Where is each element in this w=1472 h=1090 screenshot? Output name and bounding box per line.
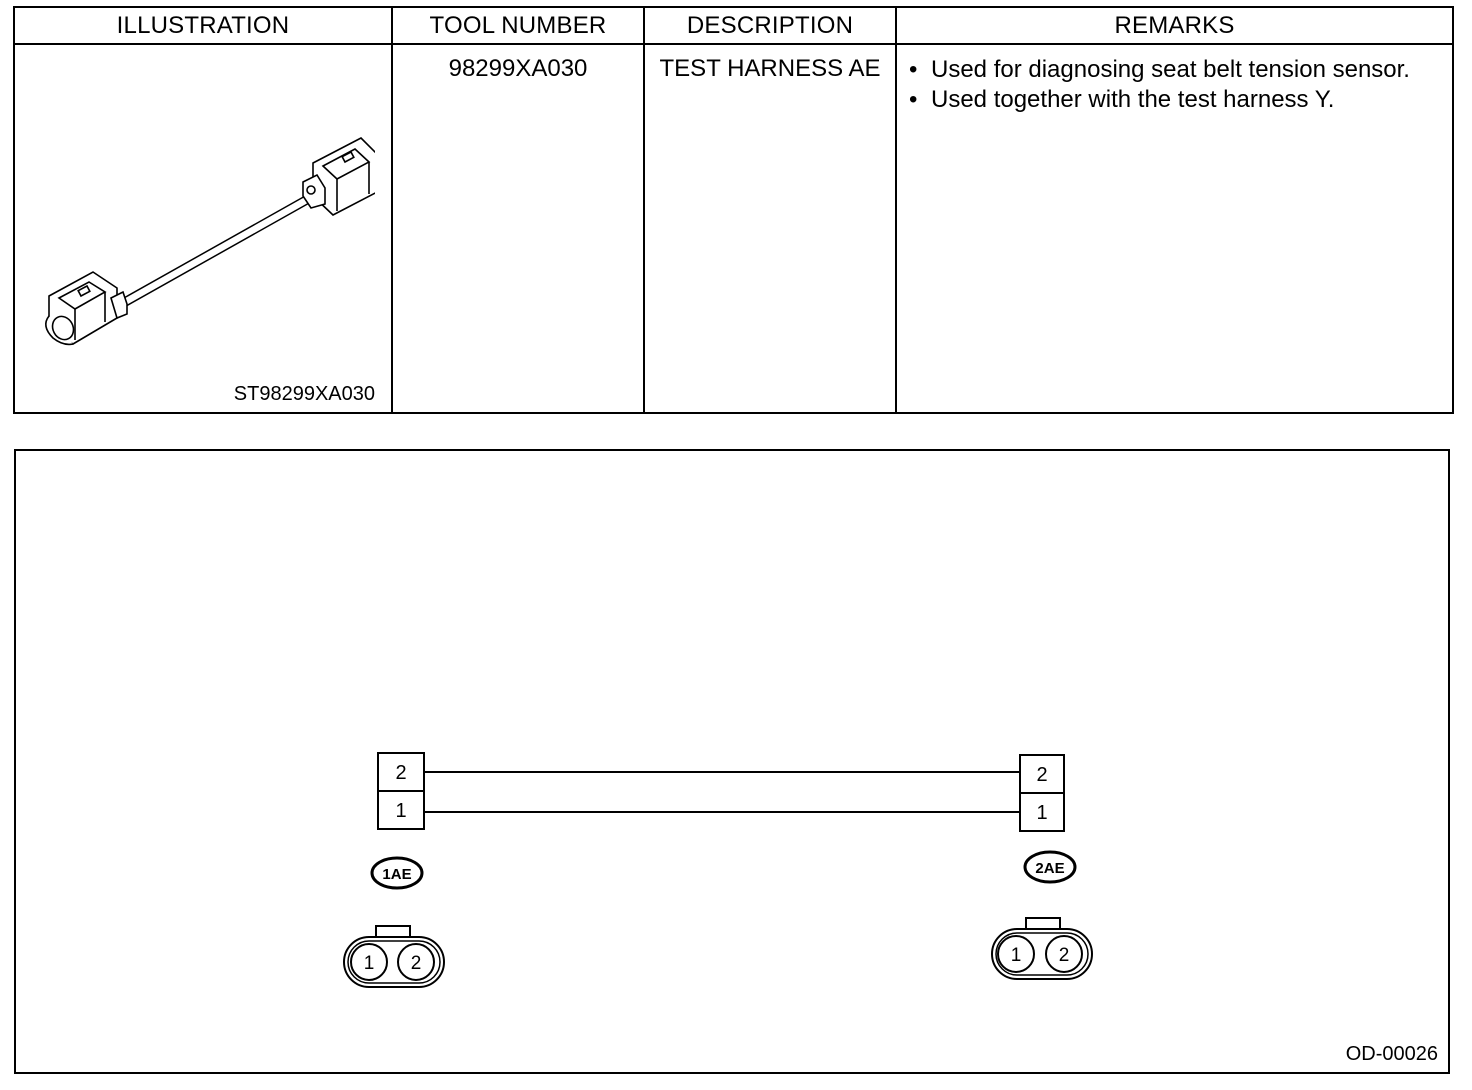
bullet-icon: • <box>909 86 918 113</box>
right-connector-tag <box>1025 852 1075 882</box>
remark-text: Used for diagnosing seat belt tension sensor. <box>931 56 1410 83</box>
left-pin-block <box>378 753 424 829</box>
right-face-pin-label: 1 <box>1010 945 1022 966</box>
right-pin-label: 1 <box>1036 802 1048 824</box>
illustration-code: ST98299XA030 <box>233 383 375 405</box>
remark-text: Used together with the test harness Y. <box>931 86 1335 113</box>
header-description: DESCRIPTION <box>645 8 895 45</box>
figure-code: OD-00026 <box>1345 1043 1438 1065</box>
wiring-diagram <box>16 451 1448 1072</box>
illustration-column <box>15 8 393 412</box>
left-pin-label: 2 <box>395 762 407 784</box>
harness-illustration <box>25 78 375 358</box>
remark-item <box>909 55 1452 85</box>
harness-cable <box>115 181 321 310</box>
wiring-diagram-panel <box>14 449 1450 1074</box>
right-connector-face <box>992 918 1092 979</box>
left-connector-face <box>344 926 444 987</box>
remarks-list <box>897 55 1452 115</box>
description-column <box>645 8 897 412</box>
special-tool-table <box>13 6 1454 414</box>
tool-number-column <box>393 8 645 412</box>
right-connector-tag-text: 2AE <box>1035 860 1065 877</box>
left-connector-tag-text: 1AE <box>382 866 412 883</box>
bullet-icon: • <box>909 56 918 83</box>
left-face-pin-label: 2 <box>410 953 422 974</box>
description-value: TEST HARNESS AE <box>659 55 881 82</box>
harness-connector-left <box>46 272 127 344</box>
header-tool-number: TOOL NUMBER <box>393 8 643 45</box>
left-pin-label: 1 <box>395 800 407 822</box>
tool-number-value: 98299XA030 <box>448 55 588 82</box>
remarks-column <box>897 8 1452 412</box>
remark-item <box>909 85 1452 115</box>
harness-connector-right <box>303 138 375 215</box>
header-illustration: ILLUSTRATION <box>15 8 391 45</box>
right-pin-block <box>1020 755 1064 831</box>
left-face-pin-label: 1 <box>363 953 375 974</box>
right-pin-label: 2 <box>1036 764 1048 786</box>
left-connector-tag <box>372 858 422 888</box>
right-face-pin-label: 2 <box>1058 945 1070 966</box>
header-remarks: REMARKS <box>897 8 1452 45</box>
